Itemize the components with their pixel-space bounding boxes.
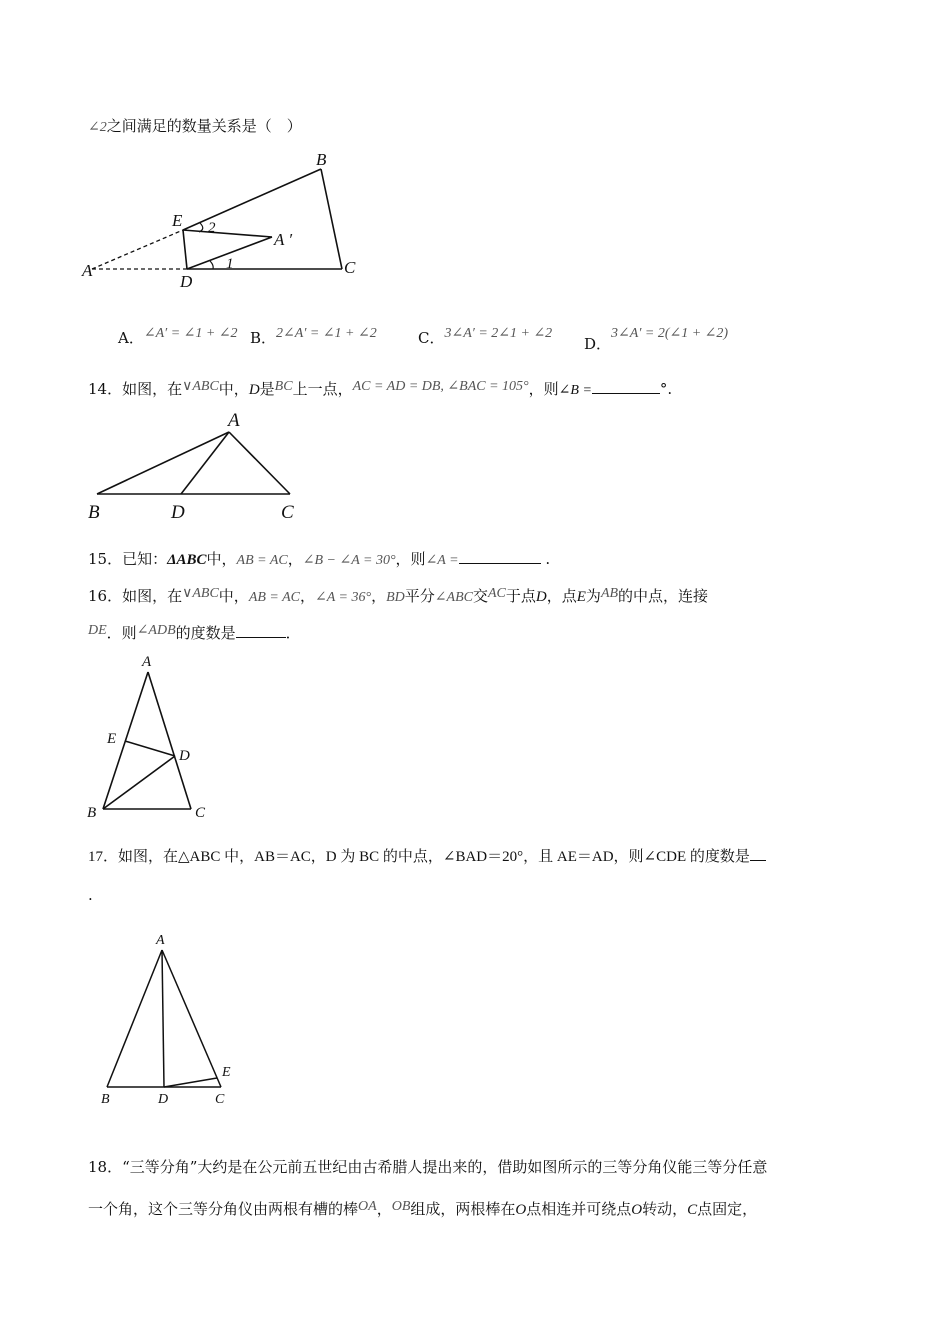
label-D: D — [179, 748, 190, 764]
segment-AD — [162, 950, 164, 1087]
label-E: E — [172, 211, 183, 230]
segment-BA — [97, 432, 229, 494]
q13-figure — [80, 145, 380, 295]
label-B: B — [101, 1092, 110, 1107]
segment-AB — [107, 950, 162, 1087]
q13-stem-text: 之间满足的数量关系是（ ） — [106, 117, 302, 135]
q15-answer-blank[interactable] — [459, 549, 541, 564]
q16-answer-blank[interactable] — [236, 623, 286, 638]
label-D: D — [158, 1092, 169, 1107]
segment-DE — [164, 1078, 217, 1087]
q17-answer-blank[interactable] — [750, 846, 766, 861]
q18-stem-line2: 一个角，这个三等分角仪由两根有槽的棒OA，OB组成，两根棒在O点相连并可绕点O转动，C点固定， — [88, 1199, 758, 1218]
segment-EAprime — [183, 230, 272, 237]
segment-ED — [125, 741, 175, 756]
segment-ED — [183, 230, 187, 269]
angle-1-arc — [210, 261, 213, 269]
label-B: B — [316, 150, 327, 169]
q13-option-C[interactable]: C．3∠A′ = 2∠1 + ∠2 — [418, 326, 553, 347]
segment-BD — [103, 756, 175, 809]
label-C: C — [344, 258, 356, 277]
q15-stem: 15．已知：ΔABC中，AB = AC，∠B − ∠A = 30°，则∠A = . — [88, 550, 551, 568]
segment-AD — [181, 432, 229, 494]
label-angle-1: 1 — [226, 256, 234, 272]
label-D: D — [180, 272, 193, 291]
label-A: A — [156, 933, 165, 948]
q14-stem: 14．如图，在∨ABC中，D是BC上一点，AC = AD = DB, ∠BAC = 105°，则∠B = °. — [88, 379, 673, 398]
q17-stem: 17．如图，在△ABC 中，AB＝AC，D 为 BC 的中点，∠BAD＝20°，且 AE＝AD，则∠CDE 的度数是 — [88, 846, 766, 868]
q13-stem-tail — [88, 115, 302, 139]
segment-AE-dashed — [92, 230, 183, 269]
label-A: A — [82, 261, 93, 280]
label-E: E — [222, 1065, 231, 1080]
label-A: A — [142, 654, 152, 670]
q16-stem-line1: 16．如图，在∨ABC中，AB = AC，∠A = 36°，BD平分∠ABC交AC于点D，点E为AB的中点，连接 — [88, 586, 709, 605]
label-B: B — [88, 502, 100, 523]
q16-figure — [84, 652, 224, 824]
q14-answer-blank[interactable] — [592, 379, 660, 394]
q13-option-D[interactable]: D．3∠A′ = 2(∠1 + ∠2) — [584, 326, 729, 353]
label-Aprime: A ′ — [274, 230, 293, 249]
segment-EB — [183, 169, 321, 230]
label-angle-2: 2 — [208, 220, 216, 236]
q13-option-B[interactable]: B．2∠A′ = ∠1 + ∠2 — [250, 326, 377, 347]
label-A: A — [228, 410, 240, 431]
q14-figure — [85, 408, 315, 523]
label-B: B — [87, 805, 97, 821]
segment-BC — [321, 169, 342, 269]
q17-stem-end: . — [88, 886, 93, 904]
segment-AC — [162, 950, 221, 1087]
segment-AC — [148, 672, 191, 809]
label-D: D — [171, 502, 185, 523]
q17-figure — [96, 928, 246, 1108]
label-C: C — [215, 1092, 225, 1107]
label-C: C — [281, 502, 294, 523]
q13-option-A[interactable]: A．∠A′ = ∠1 + ∠2 — [118, 326, 238, 347]
angle-2-symbol: ∠2 — [88, 120, 107, 135]
label-E: E — [107, 731, 117, 747]
q18-stem-line1: 18．“三等分角”大约是在公元前五世纪由古希腊人提出来的，借助如图所示的三等分角仪能三等分任意 — [88, 1158, 768, 1176]
segment-AC — [229, 432, 290, 494]
q16-stem-line2: DE．则∠ADB的度数是 ． — [88, 623, 301, 642]
label-C: C — [195, 805, 206, 821]
